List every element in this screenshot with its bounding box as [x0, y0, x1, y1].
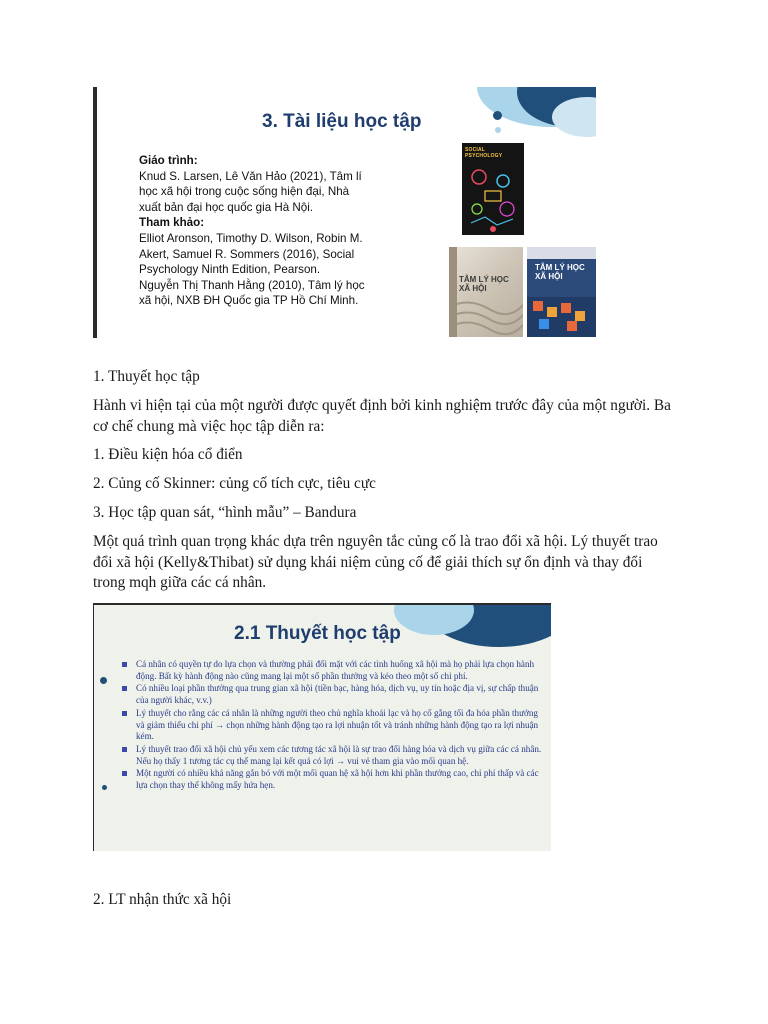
book-illustration: [465, 159, 521, 235]
reference-line: Psychology Ninth Edition, Pearson.: [139, 263, 321, 277]
reference-line: Elliot Aronson, Timothy D. Wilson, Robin M.: [139, 231, 363, 245]
slide-bullet-item: [122, 659, 542, 683]
reference-line: xuất bản đại học quốc gia Hà Nội.: [139, 200, 314, 214]
decor-dot: [495, 127, 501, 133]
square-bullet-icon: [122, 771, 127, 776]
reference-line: Akert, Samuel R. Sommers (2016), Social: [139, 247, 355, 261]
slide-bullet-text: Một người có nhiều khả năng gắn bó với một mối quan hệ xã hội hơn khi phần thưởng cao, chi phí thấp và các lựa chọn thay thế không mấy hứa hẹn.: [136, 768, 539, 791]
slide-image-learning-theory: [93, 603, 551, 851]
slide-bullet-item: [122, 744, 542, 768]
heading-learning-theory: 1. Thuyết học tập: [93, 368, 200, 385]
slide-bullet-item: [122, 768, 542, 792]
decor-dot: [102, 785, 107, 790]
book-pattern: [527, 247, 596, 337]
square-bullet-icon: [122, 711, 127, 716]
slide-image-references: [93, 87, 596, 338]
reference-line: Knud S. Larsen, Lê Văn Hảo (2021), Tâm lí: [139, 169, 362, 183]
paragraph-social-exchange: Một quá trình quan trọng khác dựa trên nguyên tắc củng cố là trao đổi xã hội. Lý thuyết trao đổi xã hội (Kelly&Thibat) sử dụng khái niệm củng cố để giải thích sự ổn định và thay đổi trong mqh giữa các cá nhân.: [93, 533, 658, 591]
reference-line: Nguyễn Thị Thanh Hằng (2010), Tâm lý học: [139, 278, 365, 292]
slide-bullet-text: Lý thuyết cho rằng các cá nhân là những người theo chủ nghĩa khoái lạc và họ cố gắng tối đa hóa phần thưởng và giảm thiểu chi phí → chọn những hành động tạo ra lợi nhuận tốt và tránh những hành động tạo ra lợi nhuận kém.: [136, 707, 539, 742]
reference-heading: Giáo trình:: [139, 154, 198, 167]
heading-social-cognition: 2. LT nhận thức xã hội: [93, 891, 232, 908]
reference-line: xã hội, NXB ĐH Quốc gia TP Hồ Chí Minh.: [139, 294, 359, 308]
book-cover-social-psychology: [462, 143, 524, 235]
paragraph-behavior: Hành vi hiện tại của một người được quyết định bởi kinh nghiệm trước đây của một người. Ba cơ chế chung mà việc học tập diễn ra:: [93, 397, 671, 435]
decor-dot: [493, 111, 502, 120]
decor-dot: [100, 677, 107, 684]
slide-bullet-text: Có nhiều loại phần thưởng qua trung gian xã hội (tiền bạc, hàng hóa, dịch vụ, uy tín hoặc địa vị, sự chấp thuận của người khác, v.v.): [136, 683, 539, 706]
references-text: [139, 153, 424, 309]
list-item-classical-conditioning: 1. Điều kiện hóa cổ điển: [93, 446, 243, 463]
square-bullet-icon: [122, 662, 127, 667]
book-title: TÂM LÝ HỌC XÃ HỘI: [459, 275, 509, 293]
book-title: SOCIAL PSYCHOLOGY: [465, 147, 503, 159]
square-bullet-icon: [122, 747, 127, 752]
list-item-skinner: 2. Củng cố Skinner: củng cố tích cực, tiêu cực: [93, 475, 376, 492]
slide-bullet-text: Cá nhân có quyền tự do lựa chọn và thường phải đối mặt với các tình huống xã hội mà họ phải lựa chọn hành động. Bất kỳ hành động nào cũng mang lại một số phần thưởng và kéo theo một số chi phí.: [136, 659, 535, 681]
list-item-bandura: 3. Học tập quan sát, “hình mẫu” – Bandura: [93, 504, 357, 521]
book-cover-tam-ly-hoc-xa-hoi-2: [527, 247, 596, 337]
slide-title: 2.1 Thuyết học tập: [234, 623, 401, 644]
slide-title: 3. Tài liệu học tập: [262, 111, 422, 132]
slide-bullet-list: [122, 659, 542, 792]
slide-bullet-item: [122, 708, 542, 744]
square-bullet-icon: [122, 686, 127, 691]
slide-bullet-text: Lý thuyết trao đổi xã hội chủ yếu xem các tương tác xã hội là sự trao đổi hàng hóa và dịch vụ giữa các cá nhân. Nếu họ thấy 1 tương tác cụ thể mang lại kết quả có lợi → vui vẻ tham gia vào mối quan hệ.: [136, 743, 542, 766]
reference-line: học xã hội trong cuộc sống hiện đại, Nhà: [139, 185, 350, 199]
book-cover-tam-ly-hoc-xa-hoi-1: [449, 247, 523, 337]
slide-bullet-item: [122, 683, 542, 707]
book-title: TÂM LÝ HỌC XÃ HỘI: [535, 263, 585, 281]
reference-heading: Tham khảo:: [139, 216, 205, 230]
